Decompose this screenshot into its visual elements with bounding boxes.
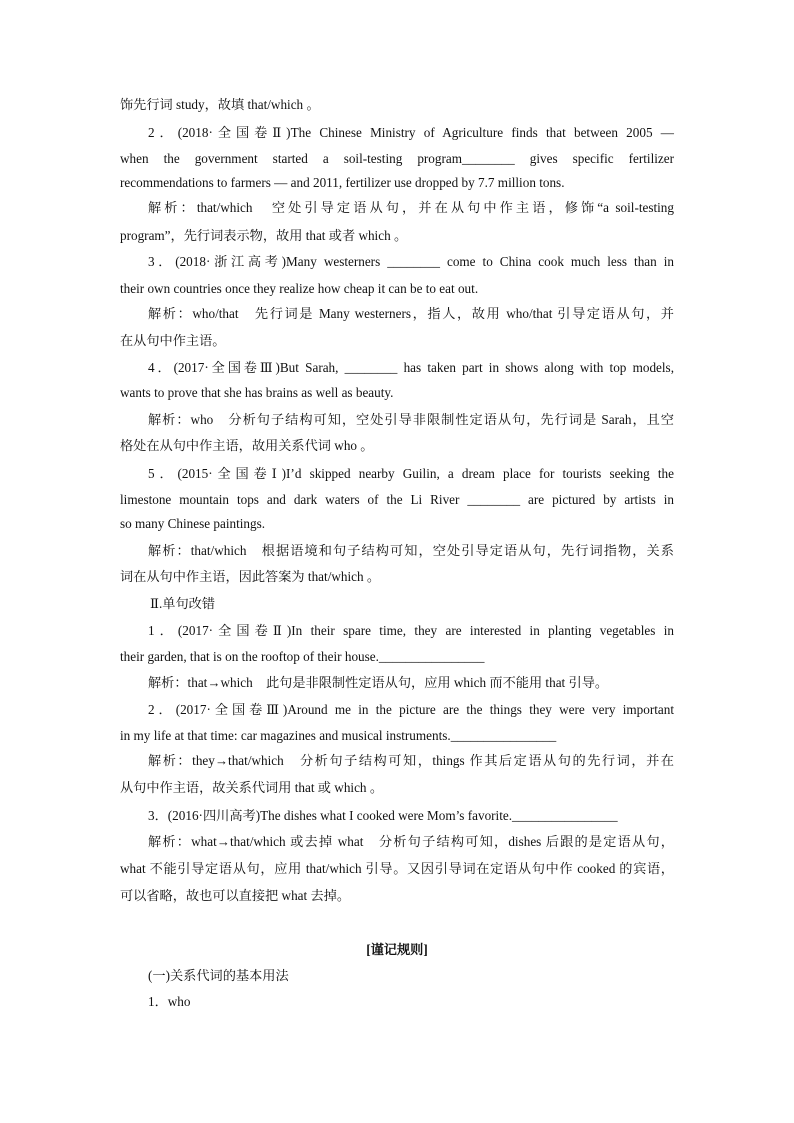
- answer-line: 可以省略，故也可以直接把 what 去掉。: [120, 888, 351, 903]
- answer-line: 解析：that/which 根据语境和句子结构可知，空处引导定语从句，先行词指物，关系: [148, 543, 674, 558]
- answer-line: 解析：that/which 空处引导定语从句，并在从句中作主语，修饰“a soil-testing: [148, 200, 674, 215]
- question-line: 3．(2018·浙江高考)Many westerners ________ come to China cook much less than in: [148, 254, 674, 269]
- list-item: 1．who: [148, 994, 191, 1009]
- question-line: their garden, that is on the rooftop of their house.________________: [120, 649, 485, 664]
- question-line: 2．(2017·全国卷Ⅲ)Around me in the picture are the things they were very important: [148, 702, 674, 717]
- answer-line: 解析：that→which 此句是非限制性定语从句，应用 which 而不能用 that 引导。: [148, 675, 609, 690]
- question-line: wants to prove that she has brains as well as beauty.: [120, 385, 394, 400]
- question-line: 4．(2017·全国卷Ⅲ)But Sarah, ________ has taken part in shows along with top models,: [148, 360, 674, 375]
- answer-line: what 不能引导定语从句，应用 that/which 引导。又因引导词在定语从句中作 cooked 的宾语，: [120, 861, 674, 876]
- subheading: (一)关系代词的基本用法: [148, 968, 289, 983]
- question-line: in my life at that time: car magazines and musical instruments.________________: [120, 728, 557, 743]
- answer-line: 解析：what→that/which 或去掉 what 分析句子结构可知，dishes 后跟的是定语从句，: [148, 834, 674, 849]
- question-line: 5．(2015·全国卷Ⅰ)I’d skipped nearby Guilin, a dream place for tourists seeking the: [148, 466, 674, 481]
- question-line: so many Chinese paintings.: [120, 516, 266, 531]
- answer-line: 在从句中作主语。: [120, 333, 226, 348]
- answer-line: program”，先行词表示物，故用 that 或者 which 。: [120, 228, 408, 243]
- answer-line: 解析：they→that/which 分析句子结构可知，things 作其后定语从句的先行词，并在: [148, 753, 674, 768]
- question-line: their own countries once they realize how cheap it can be to eat out.: [120, 281, 479, 296]
- answer-line: 从句中作主语，故关系代词用 that 或 which 。: [120, 780, 384, 795]
- question-line: 2．(2018·全国卷Ⅱ)The Chinese Ministry of Agriculture finds that between 2005 —: [148, 125, 674, 140]
- question-line: when the government started a soil-testing program________ gives specific fertilizer: [120, 151, 674, 166]
- question-line: recommendations to farmers — and 2011, fertilizer use dropped by 7.7 million tons.: [120, 175, 565, 190]
- section-title: Ⅱ.单句改错: [150, 596, 216, 611]
- answer-line: 解析：who/that 先行词是 Many westerners，指人，故用 who/that 引导定语从句，并: [148, 306, 674, 321]
- text-line: 饰先行词 study，故填 that/which 。: [120, 97, 320, 112]
- question-line: 1．(2017·全国卷Ⅱ)In their spare time, they are interested in planting vegetables in: [148, 623, 674, 638]
- answer-line: 词在从句中作主语，因此答案为 that/which 。: [120, 569, 381, 584]
- question-line: limestone mountain tops and dark waters of the Li River ________ are pictured by artists in: [120, 492, 674, 507]
- question-line: 3．(2016·四川高考)The dishes what I cooked were Mom’s favorite.________________: [148, 808, 618, 823]
- section-heading: [谨记规则]: [366, 942, 428, 957]
- answer-line: 格处在从句中作主语，故用关系代词 who 。: [120, 438, 374, 453]
- answer-line: 解析：who 分析句子结构可知，空处引导非限制性定语从句，先行词是 Sarah，且空: [148, 412, 674, 427]
